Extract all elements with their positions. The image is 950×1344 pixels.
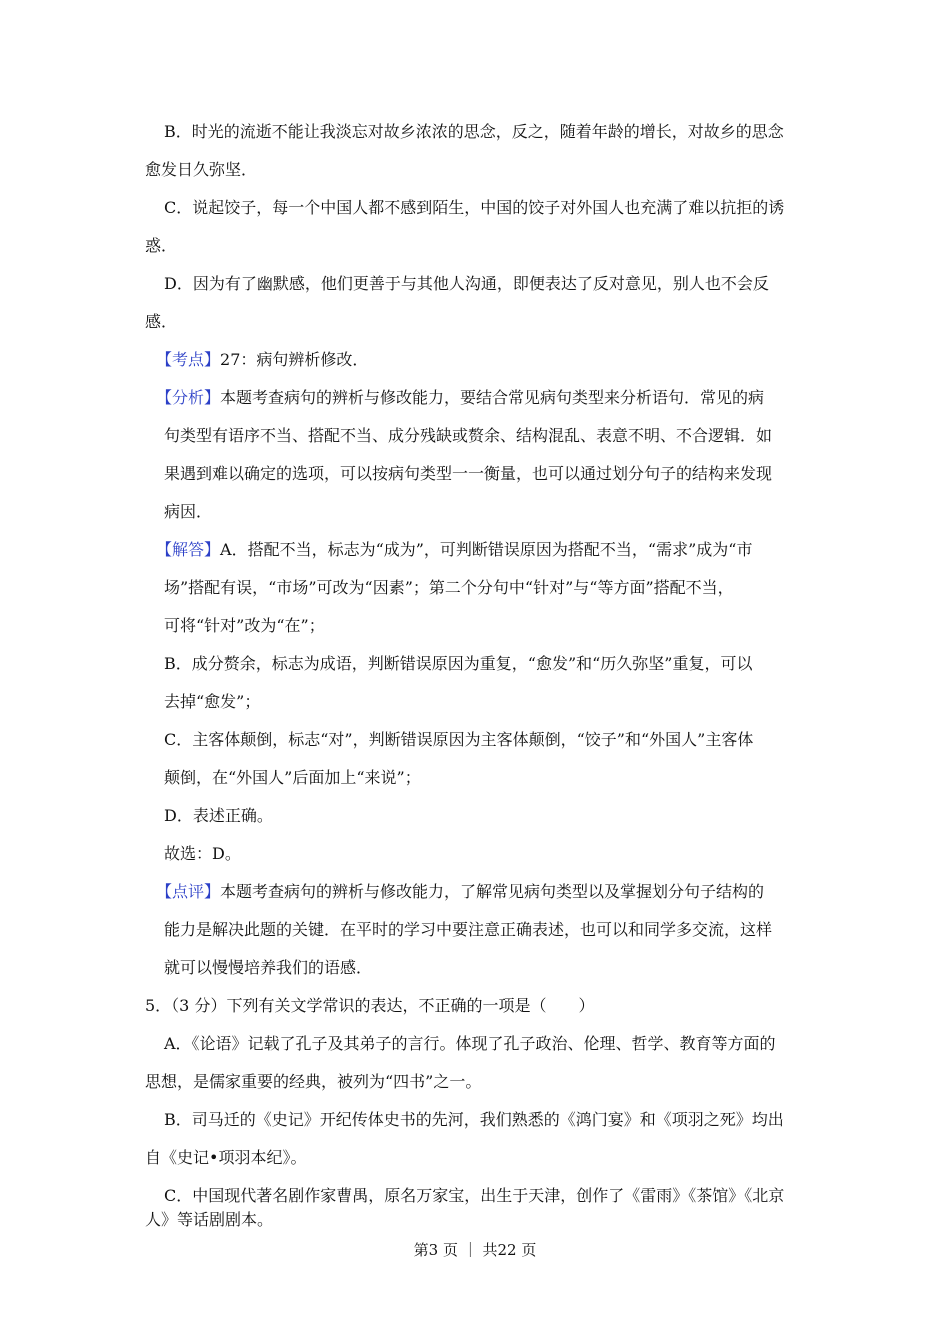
jieda-line-3: 可将“针对”改为“在”； xyxy=(164,616,325,635)
q5-option-b-line-1: B．司马迁的《史记》开纪传体史书的先河，我们熟悉的《鸿门宴》和《项羽之死》均出 xyxy=(164,1110,784,1129)
jieda-line-7: 颠倒，在“外国人”后面加上“来说”； xyxy=(164,768,421,787)
jieda-line-8: D．表述正确。 xyxy=(164,806,273,825)
kaodian-tag: 【考点】 xyxy=(156,350,221,369)
fenxi-tag: 【分析】 xyxy=(156,388,221,407)
jieda-line-4: B．成分赘余，标志为成语，判断错误原因为重复，“愈发”和“历久弥坚”重复，可以 xyxy=(164,654,753,673)
page-number: 第3 页 ｜ 共22 页 xyxy=(413,1241,537,1259)
fenxi-line-2: 句类型有语序不当、搭配不当、成分残缺或赘余、结构混乱、表意不明、不合逻辑．如 xyxy=(164,426,773,445)
dianping-line-3: 就可以慢慢培养我们的语感． xyxy=(164,958,373,977)
jieda-line-6: C．主客体颠倒，标志“对”，判断错误原因为主客体颠倒，“饺子”和“外国人”主客体 xyxy=(164,730,754,749)
jieda-tag: 【解答】 xyxy=(156,540,221,559)
q5-option-c-line-2: 人》等话剧剧本。 xyxy=(145,1210,274,1229)
dianping-tag: 【点评】 xyxy=(156,882,221,901)
option-b-line-1: B．时光的流逝不能让我淡忘对故乡浓浓的思念，反之，随着年龄的增长，对故乡的思念 xyxy=(164,122,784,141)
option-d-line-2: 感． xyxy=(145,312,178,331)
jieda-line-1: 【解答】A．搭配不当，标志为“成为”，可判断错误原因为搭配不当，“需求”成为“市 xyxy=(156,540,753,559)
option-c-line-1: C．说起饺子，每一个中国人都不感到陌生，中国的饺子对外国人也充满了难以抗拒的诱 xyxy=(164,198,785,217)
jieda-line-5: 去掉“愈发”； xyxy=(164,692,261,711)
kaodian-line: 【考点】27：病句辨析修改． xyxy=(156,350,369,369)
option-c-line-2: 惑． xyxy=(145,236,178,255)
q5-option-a-line-1: A．《论语》记载了孔子及其弟子的言行。体现了孔子政治、伦理、哲学、教育等方面的 xyxy=(164,1034,776,1053)
question-5-stem: 5．（3 分）下列有关文学常识的表达，不正确的一项是（ ） xyxy=(145,996,595,1015)
q5-option-a-line-2: 思想，是儒家重要的经典，被列为“四书”之一。 xyxy=(145,1072,482,1091)
dianping-line-2: 能力是解决此题的关键．在平时的学习中要注意正确表述，也可以和同学多交流，这样 xyxy=(164,920,773,939)
option-b-line-2: 愈发日久弥坚． xyxy=(145,160,258,179)
fenxi-line-4: 病因． xyxy=(164,502,213,521)
q5-option-b-line-2: 自《史记•项羽本纪》。 xyxy=(145,1148,307,1167)
jieda-line-2: 场”搭配有误，“市场”可改为“因素”；第二个分句中“针对”与“等方面”搭配不当， xyxy=(164,578,734,597)
jieda-line-9: 故选：D。 xyxy=(164,844,241,863)
q5-option-c-line-1: C．中国现代著名剧作家曹禺，原名万家宝，出生于天津，创作了《雷雨》《茶馆》《北京 xyxy=(164,1186,785,1205)
dianping-line-1: 【点评】本题考查病句的辨析与修改能力，了解常见病句类型以及掌握划分句子结构的 xyxy=(156,882,765,901)
fenxi-line-3: 果遇到难以确定的选项，可以按病句类型一一衡量，也可以通过划分句子的结构来发现 xyxy=(164,464,773,483)
page-footer xyxy=(0,1240,950,1260)
option-d-line-1: D．因为有了幽默感，他们更善于与其他人沟通，即便表达了反对意见，别人也不会反 xyxy=(164,274,769,293)
fenxi-line-1: 【分析】本题考查病句的辨析与修改能力，要结合常见病句类型来分析语句．常见的病 xyxy=(156,388,765,407)
